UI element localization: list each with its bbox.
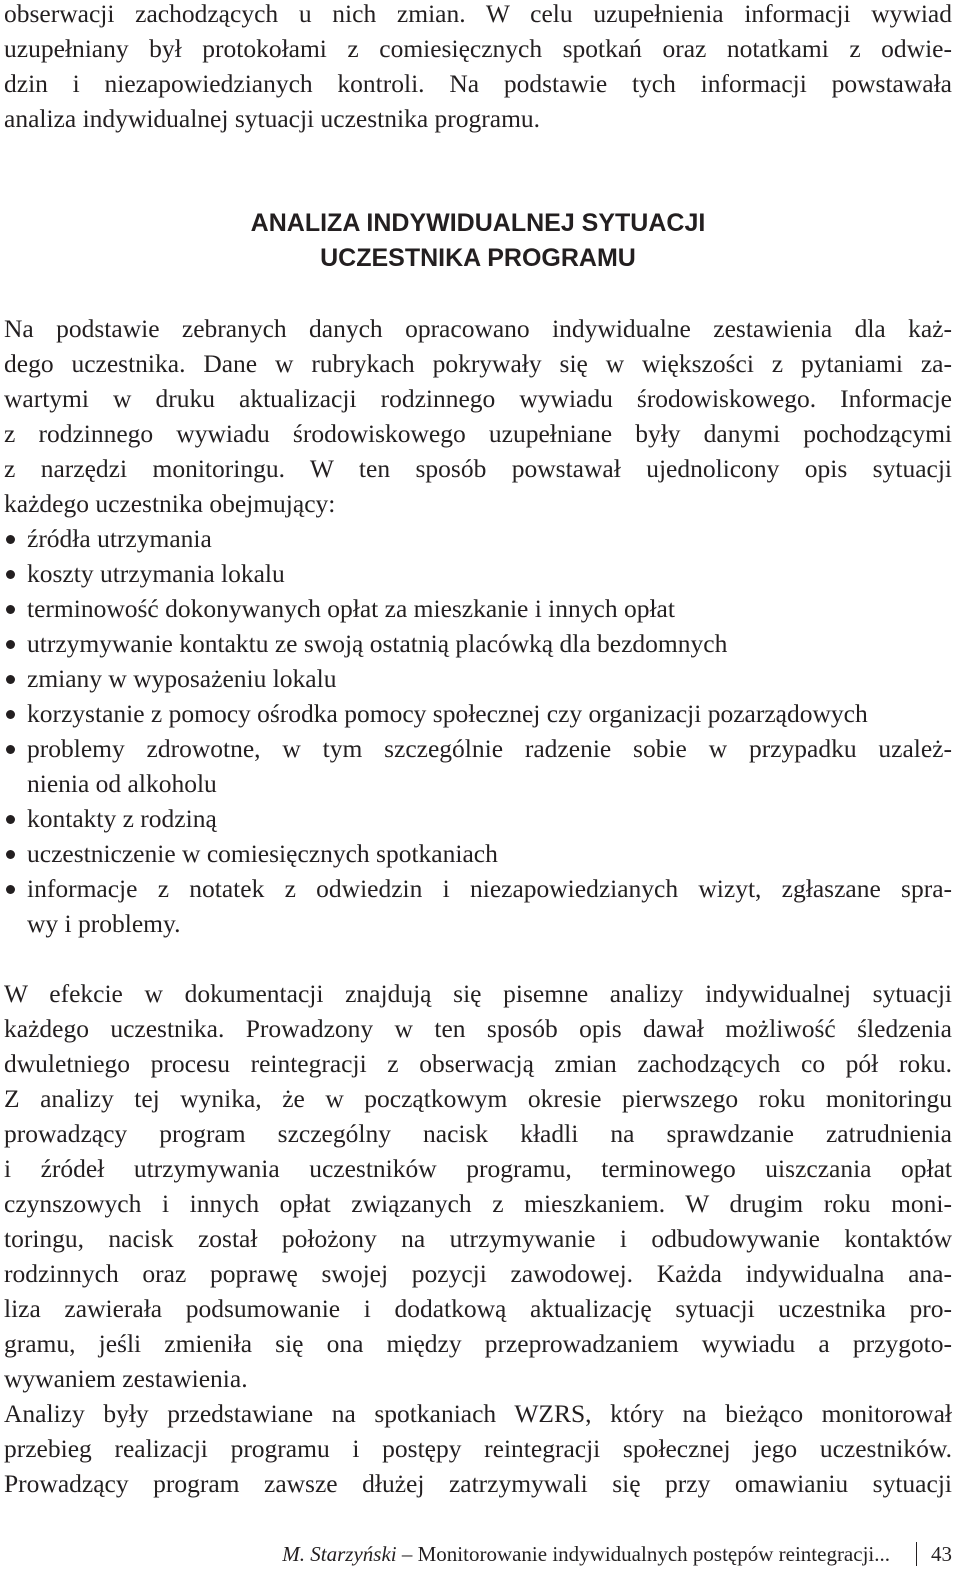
- list-item-text: koszty utrzymania lokalu: [27, 559, 285, 588]
- para3-line-1: Analizy były przedstawiane na spotkaniach WZRS, który na bieżąco monitorował: [4, 1399, 952, 1428]
- para1-line-4: z rodzinnego wywiadu środowiskowego uzupełniane były danymi pochodzącymi: [4, 419, 952, 448]
- bullet-icon: [6, 710, 15, 719]
- list-item: [4, 731, 952, 766]
- para2-line-1: W efekcie w dokumentacji znajdują się pisemne analizy indywidualnej sytuacji: [4, 979, 952, 1008]
- page-number: 43: [931, 1542, 952, 1566]
- para2-line-11: gramu, jeśli zmieniła się ona między przeprowadzaniem wywiadu a przygoto-: [4, 1329, 952, 1358]
- list-item-text: źródła utrzymania: [27, 524, 212, 553]
- para2-line-7: czynszowych i innych opłat związanych z mieszkaniem. W drugim roku moni-: [4, 1189, 952, 1218]
- para2-line-8: toringu, nacisk został położony na utrzymywanie i odbudowywanie kontaktów: [4, 1224, 952, 1253]
- para2-line-2: każdego uczestnika. Prowadzony w ten sposób opis dawał możliwość śledzenia: [4, 1014, 952, 1043]
- para1-line-3: wartymi w druku aktualizacji rodzinnego wywiadu środowiskowego. Informacje: [4, 384, 952, 413]
- para2-line-10: liza zawierała podsumowanie i dodatkową aktualizację sytuacji uczestnika pro-: [4, 1294, 952, 1323]
- list-item-text: utrzymywanie kontaktu ze swoją ostatnią placówką dla bezdomnych: [27, 629, 728, 658]
- list-item: [4, 661, 952, 696]
- list-item-text: terminowość dokonywanych opłat za mieszkanie i innych opłat: [27, 594, 675, 623]
- bullet-icon: [6, 885, 15, 894]
- bullet-icon: [6, 815, 15, 824]
- bullet-icon: [6, 640, 15, 649]
- bullet-icon: [6, 570, 15, 579]
- list-item-continuation: wy i problemy.: [27, 909, 181, 938]
- page-footer: [282, 1539, 952, 1569]
- list-item: [4, 871, 952, 906]
- list-item-text: informacje z notatek z odwiedzin i niezapowiedzianych wizyt, zgłaszane spra-: [27, 874, 952, 903]
- bullet-icon: [6, 535, 15, 544]
- list-item: [4, 591, 952, 626]
- list-item: [4, 696, 952, 731]
- list-item: [4, 521, 952, 556]
- section-heading-line-2: UCZESTNIKA PROGRAMU: [320, 244, 636, 272]
- para2-line-3: dwuletniego procesu reintegracji z obserwacją zmian zachodzących co pół roku.: [4, 1049, 952, 1078]
- bullet-icon: [6, 850, 15, 859]
- bullet-icon: [6, 605, 15, 614]
- section-heading-line-1: ANALIZA INDYWIDUALNEJ SYTUACJI: [250, 209, 706, 237]
- para2-line-12: wywaniem zestawienia.: [4, 1364, 248, 1393]
- intro-line-4: analiza indywidualnej sytuacji uczestnika programu.: [4, 104, 541, 133]
- para2-line-9: rodzinnych oraz poprawę swojej pozycji zawodowej. Każda indywidualna ana-: [4, 1259, 952, 1288]
- bullet-icon: [6, 675, 15, 684]
- footer-dash: –: [396, 1542, 418, 1566]
- para1-line-6: każdego uczestnika obejmujący:: [4, 489, 336, 518]
- list-item: [4, 626, 952, 661]
- list-item-text: uczestniczenie w comiesięcznych spotkaniach: [27, 839, 498, 868]
- para3-line-3: Prowadzący program zawsze dłużej zatrzymywali się przy omawianiu sytuacji: [4, 1469, 952, 1498]
- list-item-text: zmiany w wyposażeniu lokalu: [27, 664, 337, 693]
- list-item: [4, 556, 952, 591]
- list-item: [4, 801, 952, 836]
- footer-separator: [916, 1542, 917, 1566]
- para2-line-4: Z analizy tej wynika, że w początkowym okresie pierwszego roku monitoringu: [4, 1084, 952, 1113]
- intro-line-2: uzupełniany był protokołami z comiesięcznych spotkań oraz notatkami z odwie-: [4, 34, 952, 63]
- para2-line-5: prowadzący program szczególny nacisk kładli na sprawdzanie zatrudnienia: [4, 1119, 952, 1148]
- list-item: [4, 836, 952, 871]
- intro-line-3: dzin i niezapowiedzianych kontroli. Na podstawie tych informacji powstawała: [4, 69, 952, 98]
- para1-line-1: Na podstawie zebranych danych opracowano indywidualne zestawienia dla każ-: [4, 314, 952, 343]
- para3-line-2: przebieg realizacji programu i postępy reintegracji społecznej jego uczestników.: [4, 1434, 952, 1463]
- footer-author: M. Starzyński: [282, 1542, 397, 1566]
- intro-line-1: obserwacji zachodzących u nich zmian. W celu uzupełnienia informacji wywiad: [4, 0, 952, 28]
- para1-line-5: z narzędzi monitoringu. W ten sposób powstawał ujednolicony opis sytuacji: [4, 454, 952, 483]
- list-item-text: kontakty z rodziną: [27, 804, 217, 833]
- bullet-icon: [6, 745, 15, 754]
- para2-line-6: i źródeł utrzymywania uczestników programu, terminowego uiszczania opłat: [4, 1154, 952, 1183]
- list-item-text: problemy zdrowotne, w tym szczególnie radzenie sobie w przypadku uzależ-: [27, 734, 952, 763]
- para1-line-2: dego uczestnika. Dane w rubrykach pokrywały się w większości z pytaniami za-: [4, 349, 952, 378]
- list-item-continuation: nienia od alkoholu: [27, 769, 217, 798]
- footer-title: Monitorowanie indywidualnych postępów reintegracji...: [417, 1542, 890, 1566]
- list-item-text: korzystanie z pomocy ośrodka pomocy społecznej czy organizacji pozarządowych: [27, 699, 868, 728]
